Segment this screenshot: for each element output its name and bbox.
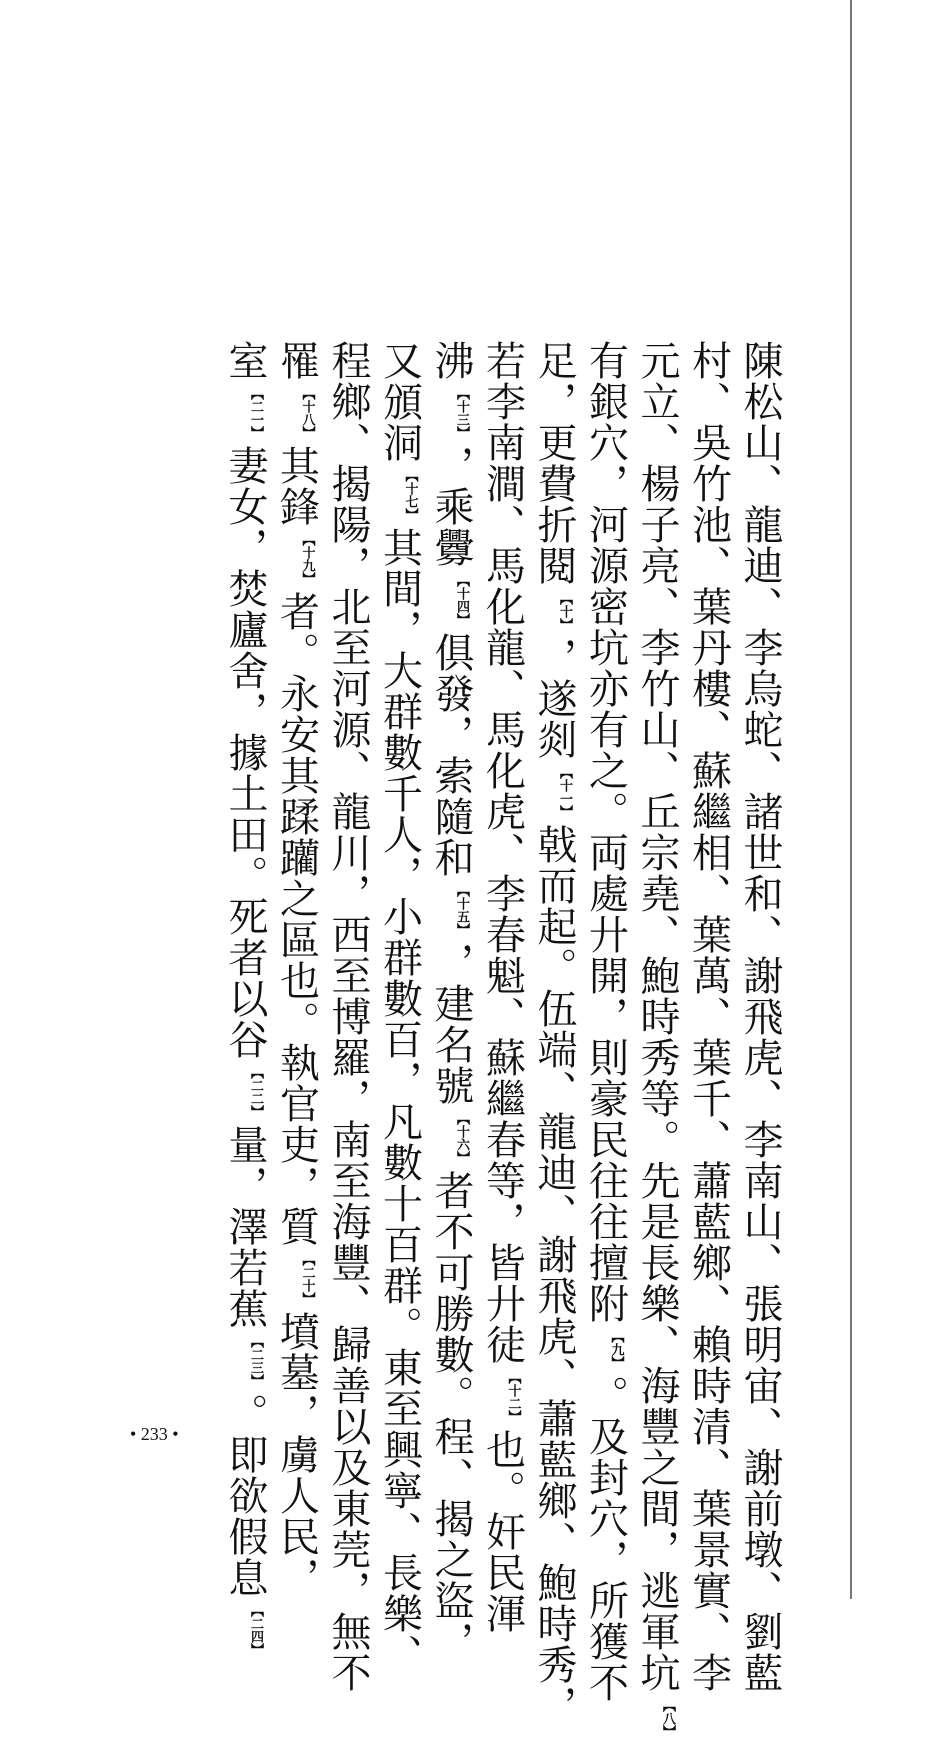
- text-segment: ，乘釁: [428, 445, 474, 568]
- text-column: [579, 340, 631, 1703]
- footnote-marker: 【二二】: [248, 1066, 263, 1118]
- text-segment: ，建名號: [428, 942, 474, 1106]
- footnote-marker: 【二一】: [248, 387, 263, 439]
- footnote-marker: 【二十】: [299, 1253, 315, 1305]
- text-column: [219, 340, 271, 1656]
- text-segment: 者。永安其蹂躪之區也。執官吏，質: [273, 591, 320, 1247]
- text-segment: 足，更費折閱: [531, 340, 577, 586]
- text-column: [631, 340, 683, 1738]
- footnote-marker: 【十七】: [402, 469, 418, 521]
- footnote-marker: 【二三】: [248, 1335, 263, 1387]
- footnote-marker: 【九】: [608, 1330, 624, 1369]
- vertical-text-body: [219, 340, 786, 1738]
- text-column: [734, 340, 786, 1693]
- footnote-marker: 【十八】: [299, 387, 315, 439]
- text-segment: 室: [222, 340, 268, 381]
- footnote-marker: 【八】: [660, 1699, 675, 1738]
- text-column: [682, 340, 734, 1693]
- text-segment: 者不可勝數。程、揭之盜，: [428, 1170, 474, 1662]
- page-number: • 233 •: [130, 1424, 179, 1444]
- footnote-marker: 【二四】: [248, 1604, 263, 1656]
- text-segment: 有銀穴，河源密坑亦有之。両處廾開，則豪民往往擅附: [582, 340, 629, 1324]
- text-segment: 若李南澗、馬化龍、馬化虎、李春魁、蘇繼春等，皆廾徒: [479, 340, 526, 1365]
- text-segment: 量，澤若蕉: [222, 1124, 268, 1329]
- text-segment: 程鄉、揭陽，北至河源、龍川，西至博羅，南至海豐、歸善以及東莞，無不: [325, 340, 371, 1693]
- text-segment: 墳墓，虜人民，: [273, 1311, 320, 1598]
- text-segment: 戟而起。伍端、龍迪、謝飛虎、蕭藍鄉、鮑時秀，: [531, 824, 577, 1726]
- text-column: [528, 340, 580, 1726]
- text-column: [322, 340, 374, 1693]
- footnote-marker: 【十二】: [505, 1371, 521, 1423]
- text-segment: 妻女，焚廬舍，據土田。死者以谷: [222, 445, 268, 1060]
- footnote-marker: 【十】: [557, 592, 572, 631]
- text-segment: 俱發，索隨和: [428, 632, 474, 878]
- text-segment: 又頒洞: [376, 340, 423, 463]
- text-segment: 元立、楊子亮、李竹山、丘宗堯、鮑時秀等。先是長樂、海豐之間，逃軍坑: [634, 340, 680, 1693]
- text-segment: 村、吳竹池、葉丹樓、蘇繼相、葉萬、葉千、蕭藍鄉、賴時清、葉景實、李: [685, 340, 732, 1693]
- text-segment: 其鋒: [273, 445, 320, 527]
- text-segment: 沸: [428, 340, 474, 381]
- text-column: [373, 340, 425, 1675]
- text-column: [270, 340, 322, 1598]
- text-segment: 也。奸民渾: [479, 1429, 526, 1634]
- text-segment: 。及封穴，所獲不: [582, 1375, 629, 1703]
- text-segment: ，遂剡: [531, 637, 577, 760]
- footnote-marker: 【十三】: [454, 387, 469, 439]
- text-segment: 。即欲假息: [222, 1393, 268, 1598]
- page-fold-line: [850, 0, 852, 1599]
- footnote-marker: 【十九】: [299, 533, 315, 585]
- text-column: [425, 340, 477, 1662]
- footnote-marker: 【十六】: [454, 1112, 469, 1164]
- text-segment: 陳松山、龍迪、李烏蛇、諸世和、謝飛虎、李南山、張明宙、謝前墩、劉藍: [737, 340, 783, 1693]
- text-column: [476, 340, 528, 1634]
- footnote-marker: 【十四】: [454, 574, 469, 626]
- footnote-marker: 【十五】: [454, 884, 469, 936]
- text-segment: 其間，大群數千人，小群數百，凡數十百群。東至興寧、長樂、: [376, 527, 423, 1675]
- footnote-marker: 【十一】: [557, 766, 572, 818]
- text-segment: 罹: [273, 340, 320, 381]
